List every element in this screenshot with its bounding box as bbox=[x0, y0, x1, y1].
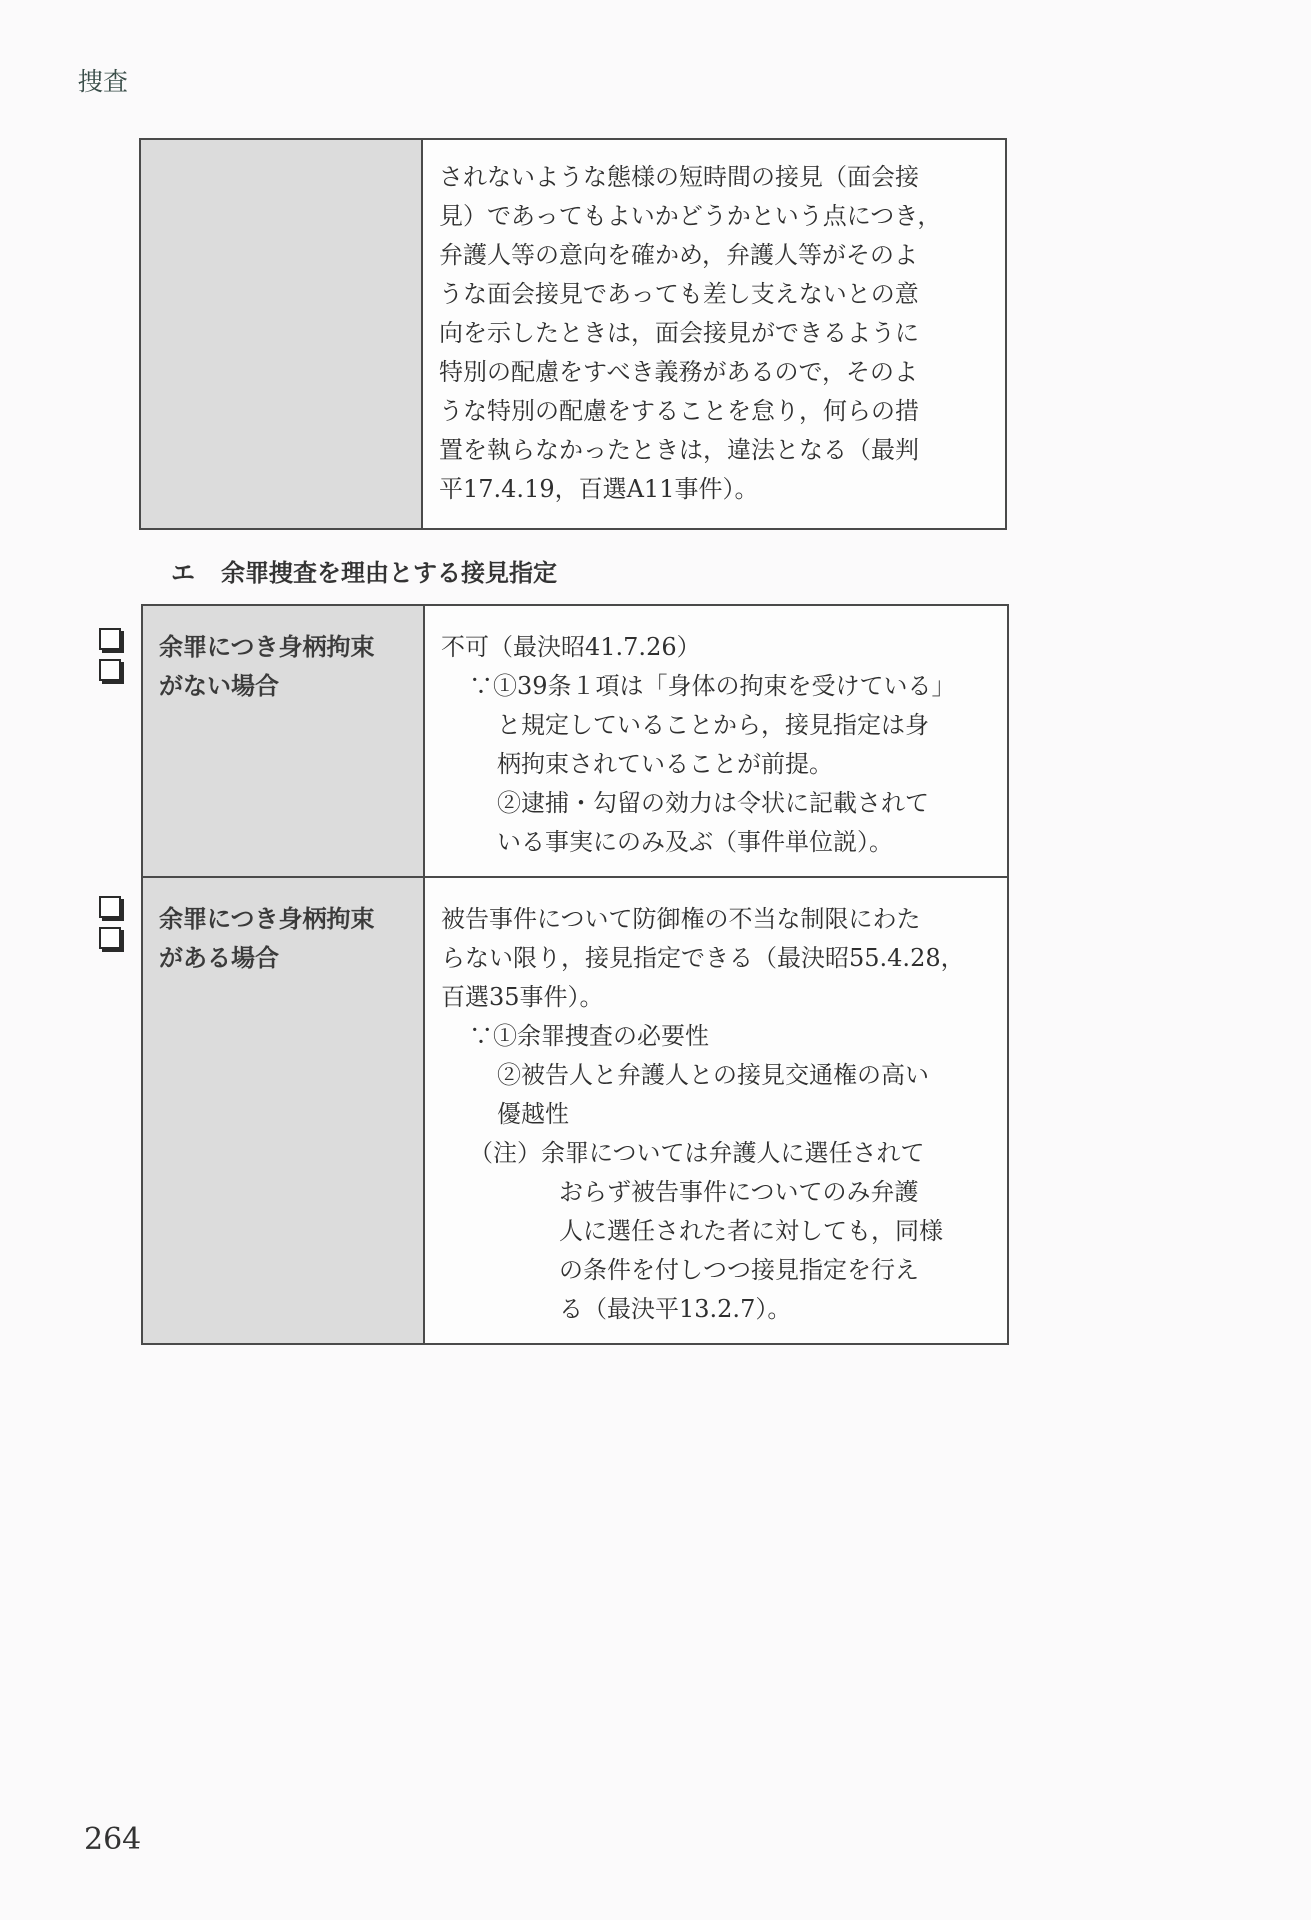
row-label bbox=[142, 605, 424, 877]
running-header: 捜査 bbox=[78, 67, 129, 96]
checkbox-group-row-1 bbox=[99, 628, 121, 690]
body-line: おらず被告事件についてのみ弁護 bbox=[559, 1178, 919, 1206]
body-line: 被告事件について防御権の不当な制限にわた bbox=[441, 905, 921, 933]
body-line: 優越性 bbox=[497, 1100, 569, 1128]
row-body bbox=[424, 877, 1008, 1344]
section-marker: エ bbox=[171, 559, 195, 587]
body-line: うな特別の配慮をすることを怠り，何らの措 bbox=[439, 397, 919, 425]
body-line: 百選35事件）。 bbox=[441, 983, 604, 1011]
body-line: ∵①余罪捜査の必要性 bbox=[469, 1022, 709, 1050]
checkbox-icon[interactable] bbox=[99, 628, 121, 650]
table-row bbox=[140, 139, 1006, 529]
body-line: うな面会接見であっても差し支えないとの意 bbox=[439, 280, 919, 308]
table-row bbox=[142, 877, 1008, 1344]
body-line: 置を執らなかったときは，違法となる（最判 bbox=[439, 436, 919, 464]
label-line: がない場合 bbox=[159, 672, 279, 700]
body-line: いる事実にのみ及ぶ（事件単位説）。 bbox=[497, 828, 893, 856]
body-line: 柄拘束されていることが前提。 bbox=[497, 750, 833, 778]
label-line: 余罪につき身柄拘束 bbox=[159, 633, 375, 661]
other-offense-table bbox=[141, 604, 1009, 1345]
body-line: 不可（最決昭41.7.26） bbox=[441, 633, 701, 661]
checkbox-icon[interactable] bbox=[99, 659, 121, 681]
checkbox-group-row-2 bbox=[99, 896, 121, 958]
body-line: 弁護人等の意向を確かめ，弁護人等がそのよ bbox=[439, 241, 919, 269]
table-row bbox=[142, 605, 1008, 877]
body-line: ∵①39条１項は「身体の拘束を受けている」 bbox=[469, 672, 956, 700]
label-line: 余罪につき身柄拘束 bbox=[159, 905, 375, 933]
checkbox-icon[interactable] bbox=[99, 896, 121, 918]
body-line: ②被告人と弁護人との接見交通権の高い bbox=[497, 1061, 929, 1089]
section-heading bbox=[171, 553, 557, 588]
body-line: る（最決平13.2.7）。 bbox=[559, 1295, 792, 1323]
section-title: 余罪捜査を理由とする接見指定 bbox=[221, 559, 557, 587]
body-line: ②逮捕・勾留の効力は令状に記載されて bbox=[497, 789, 929, 817]
continuation-table bbox=[139, 138, 1007, 530]
body-line: 平17.4.19，百選A11事件）。 bbox=[439, 475, 759, 503]
body-line: 向を示したときは，面会接見ができるように bbox=[439, 319, 919, 347]
body-line: 特別の配慮をすべき義務があるので，そのよ bbox=[439, 358, 919, 386]
checkbox-icon[interactable] bbox=[99, 927, 121, 949]
body-line: （注）余罪については弁護人に選任されて bbox=[469, 1139, 925, 1167]
body-line: されないような態様の短時間の接見（面会接 bbox=[439, 163, 919, 191]
body-line: の条件を付しつつ接見指定を行え bbox=[559, 1256, 919, 1284]
page-number: 264 bbox=[84, 1822, 142, 1857]
body-line: と規定していることから，接見指定は身 bbox=[497, 711, 929, 739]
body-line: 人に選任された者に対しても，同様 bbox=[559, 1217, 943, 1245]
continuation-body bbox=[422, 139, 1006, 529]
row-label bbox=[142, 877, 424, 1344]
empty-label-cell bbox=[140, 139, 422, 529]
label-line: がある場合 bbox=[159, 944, 279, 972]
body-line: らない限り，接見指定できる（最決昭55.4.28， bbox=[441, 944, 965, 972]
row-body bbox=[424, 605, 1008, 877]
body-line: 見）であってもよいかどうかという点につき， bbox=[439, 202, 942, 230]
